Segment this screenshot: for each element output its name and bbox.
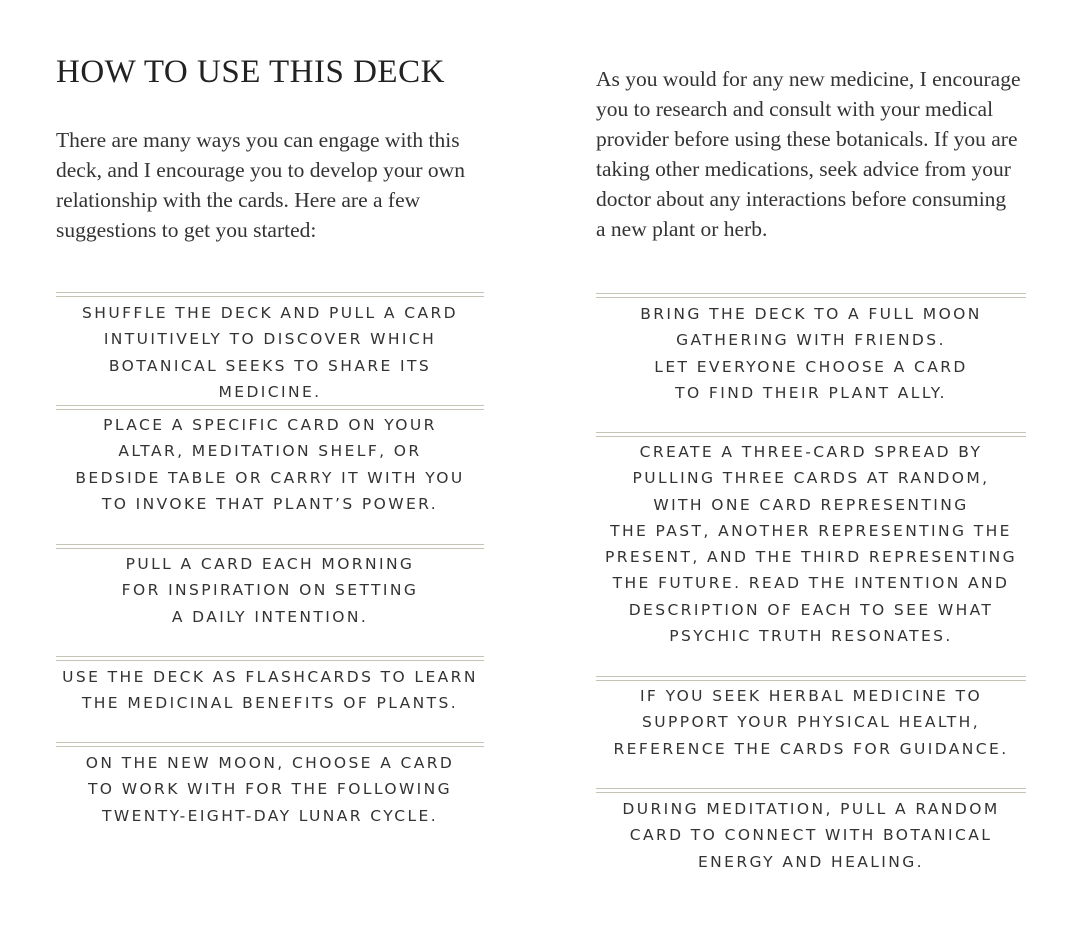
- divider: [56, 544, 484, 549]
- tip-item: USE THE DECK AS FLASHCARDS TO LEARN THE MEDICINAL BENEFITS OF PLANTS.: [62, 668, 478, 713]
- divider: [56, 405, 484, 410]
- tip-item: CREATE A THREE-CARD SPREAD BY PULLING THREE CARDS AT RANDOM, WITH ONE CARD REPRESENTING THE PAST, ANOTHER REPRESENTING THE PRESENT, AND THE THIRD REPRESENTING THE FUTURE. READ THE INTENTION AND DESCRIPTION OF EACH TO SEE WHAT PSYCHIC TRUTH RESONATES.: [604, 443, 1018, 646]
- divider: [56, 742, 484, 747]
- tip-item: IF YOU SEEK HERBAL MEDICINE TO SUPPORT YOUR PHYSICAL HEALTH, REFERENCE THE CARDS FOR GUIDANCE.: [613, 687, 1009, 758]
- tip-item: BRING THE DECK TO A FULL MOON GATHERING WITH FRIENDS. LET EVERYONE CHOOSE A CARD TO FIND THEIR PLANT ALLY.: [640, 305, 982, 402]
- divider: [596, 432, 1026, 437]
- page-title: HOW TO USE THIS DECK: [56, 54, 445, 90]
- tip-item: SHUFFLE THE DECK AND PULL A CARD INTUITIVELY TO DISCOVER WHICH BOTANICAL SEEKS TO SHARE ITS MEDICINE.: [82, 304, 458, 401]
- tip-item: PLACE A SPECIFIC CARD ON YOUR ALTAR, MEDITATION SHELF, OR BEDSIDE TABLE OR CARRY IT WITH YOU TO INVOKE THAT PLANT’S POWER.: [75, 416, 465, 513]
- safety-paragraph: As you would for any new medicine, I encourage you to research and consult with your medical provider before using these botanicals. If you are taking other medications, seek advice from your doctor about any interactions before consuming a new plant or herb.: [596, 67, 1021, 241]
- divider: [56, 292, 484, 297]
- tip-item: ON THE NEW MOON, CHOOSE A CARD TO WORK WITH FOR THE FOLLOWING TWENTY-EIGHT-DAY LUNAR CYCLE.: [85, 754, 455, 825]
- divider: [596, 788, 1026, 793]
- tip-item: DURING MEDITATION, PULL A RANDOM CARD TO CONNECT WITH BOTANICAL ENERGY AND HEALING.: [622, 800, 1000, 871]
- divider: [56, 656, 484, 661]
- tip-item: PULL A CARD EACH MORNING FOR INSPIRATION ON SETTING A DAILY INTENTION.: [121, 555, 419, 626]
- divider: [596, 293, 1026, 298]
- divider: [596, 676, 1026, 681]
- intro-paragraph: There are many ways you can engage with this deck, and I encourage you to develop your own relationship with the cards. Here are a few suggestions to get you started:: [56, 128, 465, 242]
